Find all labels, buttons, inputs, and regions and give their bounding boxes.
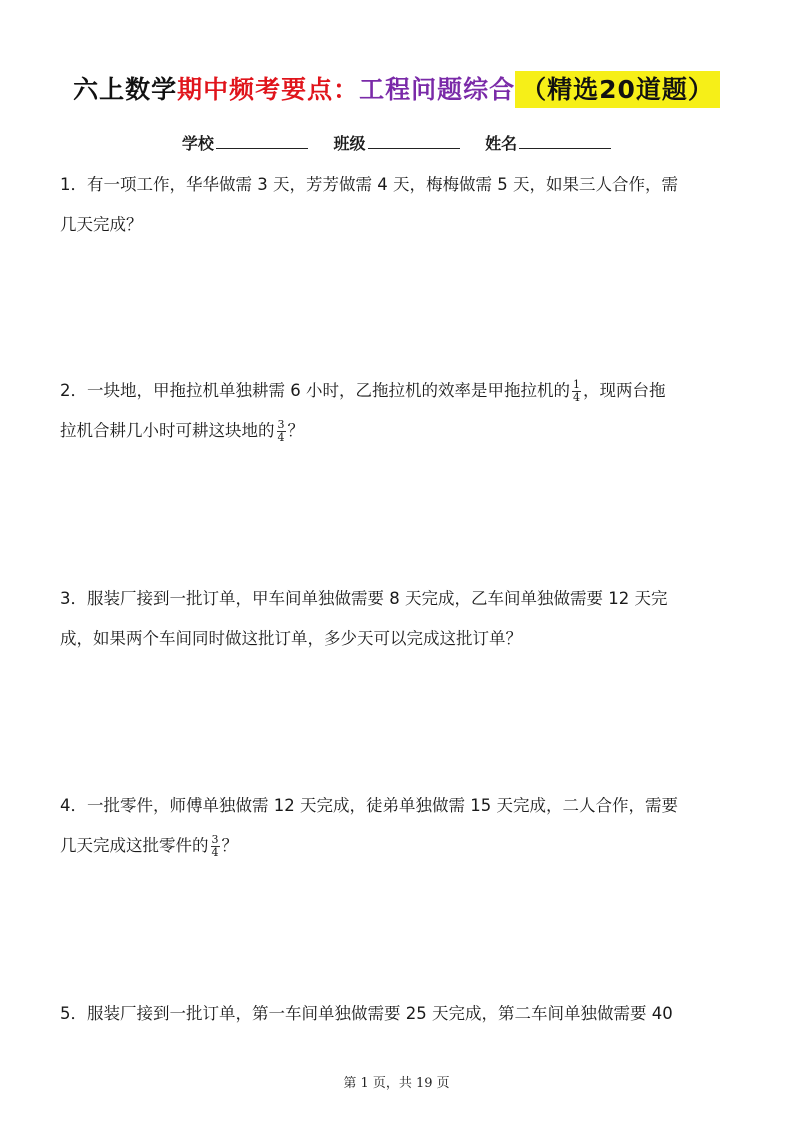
- class-field: [333, 134, 459, 153]
- title-part-subject: 工程问题综合: [359, 75, 516, 104]
- title-part-highlight: （精选20道题）: [515, 71, 720, 108]
- class-blank[interactable]: [368, 134, 460, 149]
- page-title: [0, 70, 793, 106]
- name-field: [485, 134, 611, 153]
- question-2: [60, 371, 750, 451]
- school-blank[interactable]: [216, 134, 308, 149]
- question-4: [60, 786, 750, 866]
- question-text-line: 4．一批零件，师傅单独做需 12 天完成，徒弟单独做需 15 天完成，二人合作，需要: [60, 796, 678, 815]
- fraction-numerator: 3: [277, 418, 285, 431]
- question-text: 拉机合耕几小时可耕这块地的: [60, 421, 275, 440]
- fraction-numerator: 1: [573, 378, 580, 391]
- fraction-denominator: 4: [573, 391, 580, 404]
- question-text: ？: [287, 421, 304, 440]
- question-text: ，现两台拖: [583, 381, 666, 400]
- fraction-denominator: 4: [277, 431, 285, 444]
- page-number-footer: 第 1 页，共 19 页: [343, 1076, 450, 1091]
- question-text-line: [60, 826, 750, 866]
- fraction-denominator: 4: [211, 846, 219, 859]
- question-text-line: 成，如果两个车间同时做这批订单，多少天可以完成这批订单？: [60, 629, 522, 648]
- fraction: [277, 419, 286, 444]
- fraction-numerator: 3: [211, 833, 219, 846]
- school-field: [182, 134, 308, 153]
- question-text-line: 3．服装厂接到一批订单，甲车间单独做需要 8 天完成，乙车间单独做需要 12 天完: [60, 589, 668, 608]
- title-part-topic: 期中频考要点：: [177, 75, 360, 104]
- question-5: [60, 994, 750, 1034]
- question-text-line: [60, 411, 750, 451]
- question-text: 2．一块地，甲拖拉机单独耕需 6 小时，乙拖拉机的效率是甲拖拉机的: [60, 381, 570, 400]
- question-text-line: 5．服装厂接到一批订单，第一车间单独做需要 25 天完成，第二车间单独做需要 40: [60, 1004, 673, 1023]
- question-3: [60, 579, 750, 659]
- student-info-row: [0, 131, 793, 154]
- question-text-line: 1．有一项工作，华华做需 3 天，芳芳做需 4 天，梅梅做需 5 天，如果三人合作，需: [60, 175, 678, 194]
- question-text: 几天完成这批零件的: [60, 836, 209, 855]
- question-1: [60, 165, 750, 245]
- question-text-line: [60, 371, 750, 411]
- fraction: [572, 379, 581, 404]
- name-blank[interactable]: [519, 134, 611, 149]
- fraction: [211, 834, 220, 859]
- class-label: 班级: [333, 134, 366, 153]
- title-part-grade: 六上数学: [73, 75, 178, 104]
- school-label: 学校: [181, 134, 214, 153]
- name-label: 姓名: [485, 134, 518, 153]
- question-text-line: 几天完成？: [60, 215, 143, 234]
- question-text: ？: [221, 836, 238, 855]
